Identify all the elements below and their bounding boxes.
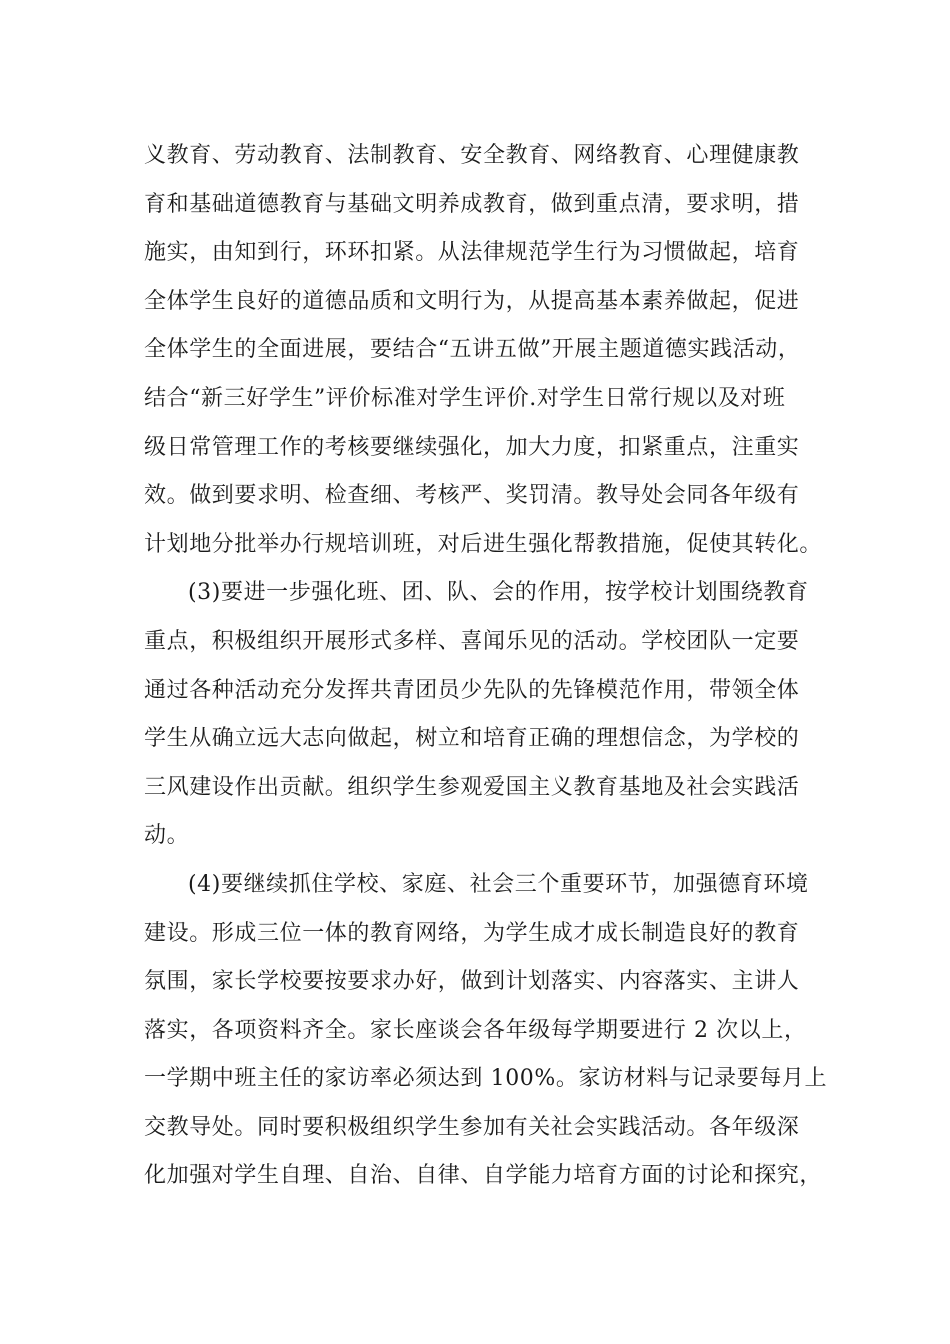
text-line: 重点，积极组织开展形式多样、喜闻乐见的活动。学校团队一定要 [144, 628, 800, 654]
paragraph-3-first-line: (3)要进一步强化班、团、队、会的作用，按学校计划围绕教育 [188, 580, 809, 606]
text-line: 学生从确立远大志向做起，树立和培育正确的理想信念，为学校的 [144, 726, 800, 752]
text-line: 义教育、劳动教育、法制教育、安全教育、网络教育、心理健康教 [144, 143, 800, 168]
text-line: 施实，由知到行，环环扣紧。从法律规范学生行为习惯做起，培育 [144, 240, 800, 266]
text-line: 全体学生的全面进展，要结合“五讲五做”开展主题道德实践活动， [144, 337, 801, 363]
text-line: 效。做到要求明、检查细、考核严、奖罚清。教导处会同各年级有 [144, 483, 800, 509]
text-line: 计划地分批举办行规培训班，对后进生强化帮教措施，促使其转化。 [144, 531, 823, 557]
text-line: 动。 [144, 823, 190, 849]
text-line: 交教导处。同时要积极组织学生参加有关社会实践活动。各年级深 [144, 1114, 800, 1140]
text-line: 化加强对学生自理、自治、自律、自学能力培育方面的讨论和探究， [144, 1163, 823, 1189]
text-line: 结合“新三好学生”评价标准对学生评价.对学生日常行规以及对班 [144, 385, 786, 411]
text-line: 一学期中班主任的家访率必须达到 100%。家访材料与记录要每月上 [144, 1066, 828, 1092]
text-line: 全体学生良好的道德品质和文明行为，从提高基本素养做起，促进 [144, 288, 800, 314]
text-line: 建设。形成三位一体的教育网络，为学生成才成长制造良好的教育 [144, 920, 800, 946]
text-line: 落实，各项资料齐全。家长座谈会各年级每学期要进行 2 次以上， [144, 1017, 807, 1043]
text-line: 级日常管理工作的考核要继续强化，加大力度，扣紧重点，注重实 [144, 434, 800, 460]
text-line: 氛围，家长学校要按要求办好，做到计划落实、内容落实、主讲人 [144, 969, 800, 995]
text-line: 三风建设作出贡献。组织学生参观爱国主义教育基地及社会实践活 [144, 774, 800, 800]
paragraph-4-first-line: (4)要继续抓住学校、家庭、社会三个重要环节，加强德育环境 [188, 871, 809, 897]
document-body [144, 132, 828, 1201]
text-line: 通过各种活动充分发挥共青团员少先队的先锋模范作用，带领全体 [144, 677, 800, 703]
text-line: 育和基础道德教育与基础文明养成教育，做到重点清，要求明，措 [144, 191, 800, 217]
